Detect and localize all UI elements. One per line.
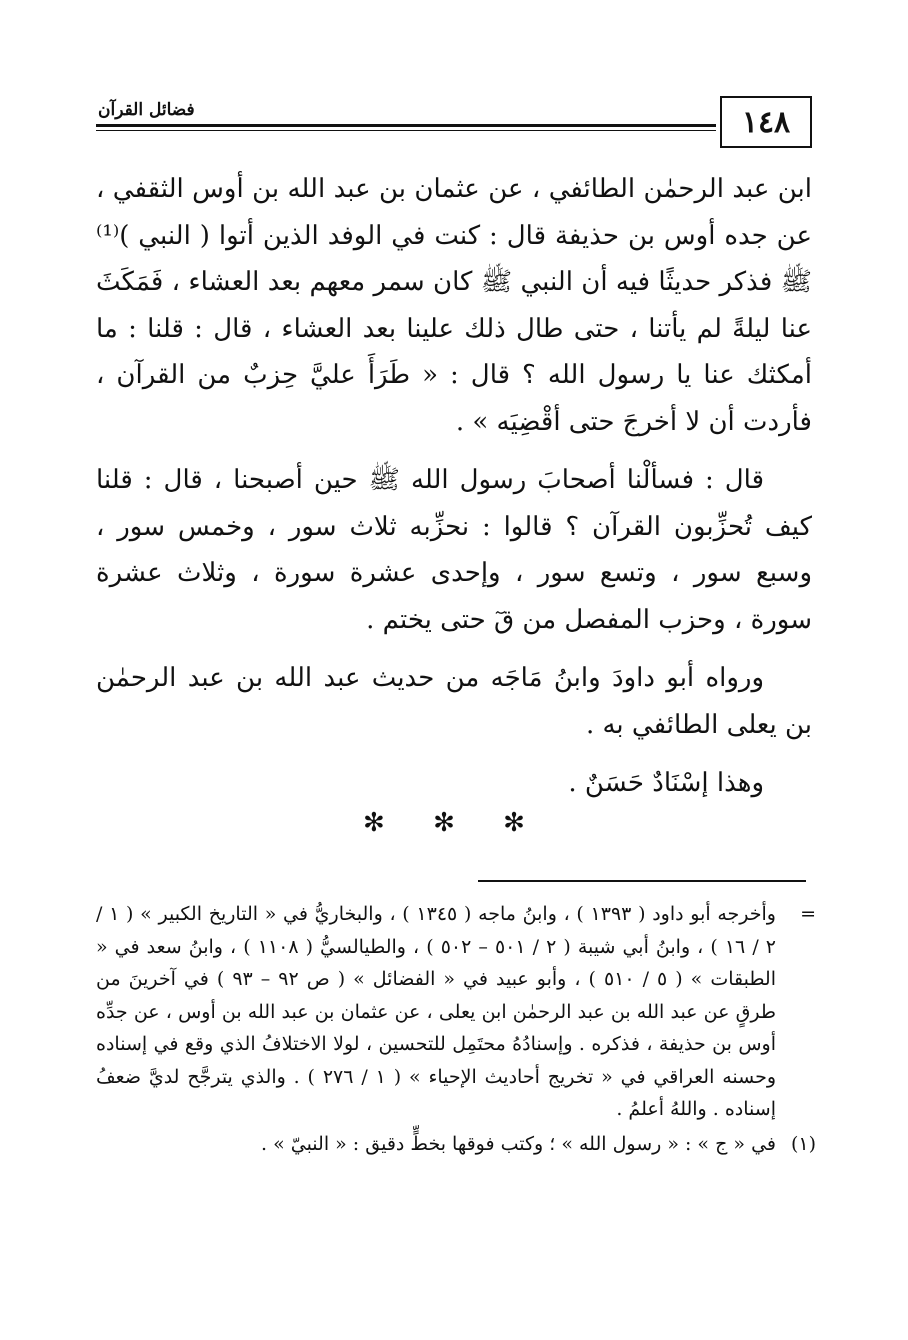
footnote-continued: [96, 898, 816, 1126]
paragraph-tahzib: قال : فسألْنا أصحابَ رسول الله ﷺ حين أصبحنا ، قال : قلنا كيف تُحزِّبون القرآن ؟ قالوا : نحزِّبه ثلاث سور ، وخمس سور ، وسبع سور ، وتسع سور ، وإحدى عشرة سورة ، وثلاث عشرة سورة ، وحزب المفصل من قٓ حتى يختم .: [96, 465, 812, 635]
footnote-marker: (١): [790, 1132, 816, 1155]
footnotes: [96, 898, 816, 1160]
footnote-1: [96, 1128, 816, 1161]
main-text: [96, 166, 812, 807]
footnote-divider: [478, 880, 806, 882]
paragraph-riwaya: ورواه أبو داودَ وابنُ مَاجَه من حديث عبد الله بن عبد الرحمٰن بن يعلى الطائفي به .: [96, 663, 812, 740]
section-separator: ✻ ✻ ✻: [363, 808, 545, 838]
header-rule-thick: [96, 124, 716, 127]
footnote-text: في « ج » : « رسول الله » ؛ وكتب فوقها بخطٍّ دقيق : « النبيّ » .: [260, 1132, 776, 1155]
page-number: ١٤٨: [720, 96, 812, 148]
page-header: [96, 96, 816, 152]
footnote-marker: =: [800, 903, 816, 925]
paragraph-hadith: ابن عبد الرحمٰن الطائفي ، عن عثمان بن عبد الله بن أوس الثقفي ، عن جده أوس بن حذيفة قال : كنت في الوفد الذين أتوا ( النبي )⁽¹⁾ ﷺ فذكر حديثًا فيه أن النبي ﷺ كان سمر معهم بعد العشاء ، فَمَكَثَ عنا ليلةً لم يأتنا ، حتى طال ذلك علينا بعد العشاء ، قال : قلنا : ما أمكثك عنا يا رسول الله ؟ قال : « طَرَأَ عليَّ حِزبٌ من القرآن ، فأردت أن لا أخرجَ حتى أقْضِيَه » .: [96, 174, 812, 437]
header-rule-thin: [96, 130, 716, 131]
running-title: فضائل القرآن: [98, 100, 195, 120]
footnote-text: وأخرجه أبو داود ( ١٣٩٣ ) ، وابنُ ماجه ( ١٣٤٥ ) ، والبخاريُّ في « التاريخ الكبير » ( ١ / ٢ / ١٦ ) ، وابنُ أبي شيبة ( ٢ / ٥٠١ – ٥٠٢ ) ، والطيالسيُّ ( ١١٠٨ ) ، وابنُ سعد في « الطبقات » ( ٥ / ٥١٠ ) ، وأبو عبيد في « الفضائل » ( ص ٩٢ – ٩٣ ) في آخرينَ من طرقٍ عن عبد الله بن عبد الرحمٰن ابن يعلى ، عن عثمان بن عبد الله بن أوس ، عن جدِّه أوس بن حذيفة ، فذكره . وإسنادُهُ محتَمِل للتحسين ، لولا الاختلافُ الذي وقع في إسناده وحسنه العراقي في « تخريج أحاديث الإحياء » ( ١ / ٢٧٦ ) . والذي يترجَّح لديَّ ضعفُ إسناده . واللهُ أعلمُ .: [96, 903, 777, 1120]
paragraph-isnad: وهذا إسْنَادٌ حَسَنٌ .: [568, 768, 764, 798]
